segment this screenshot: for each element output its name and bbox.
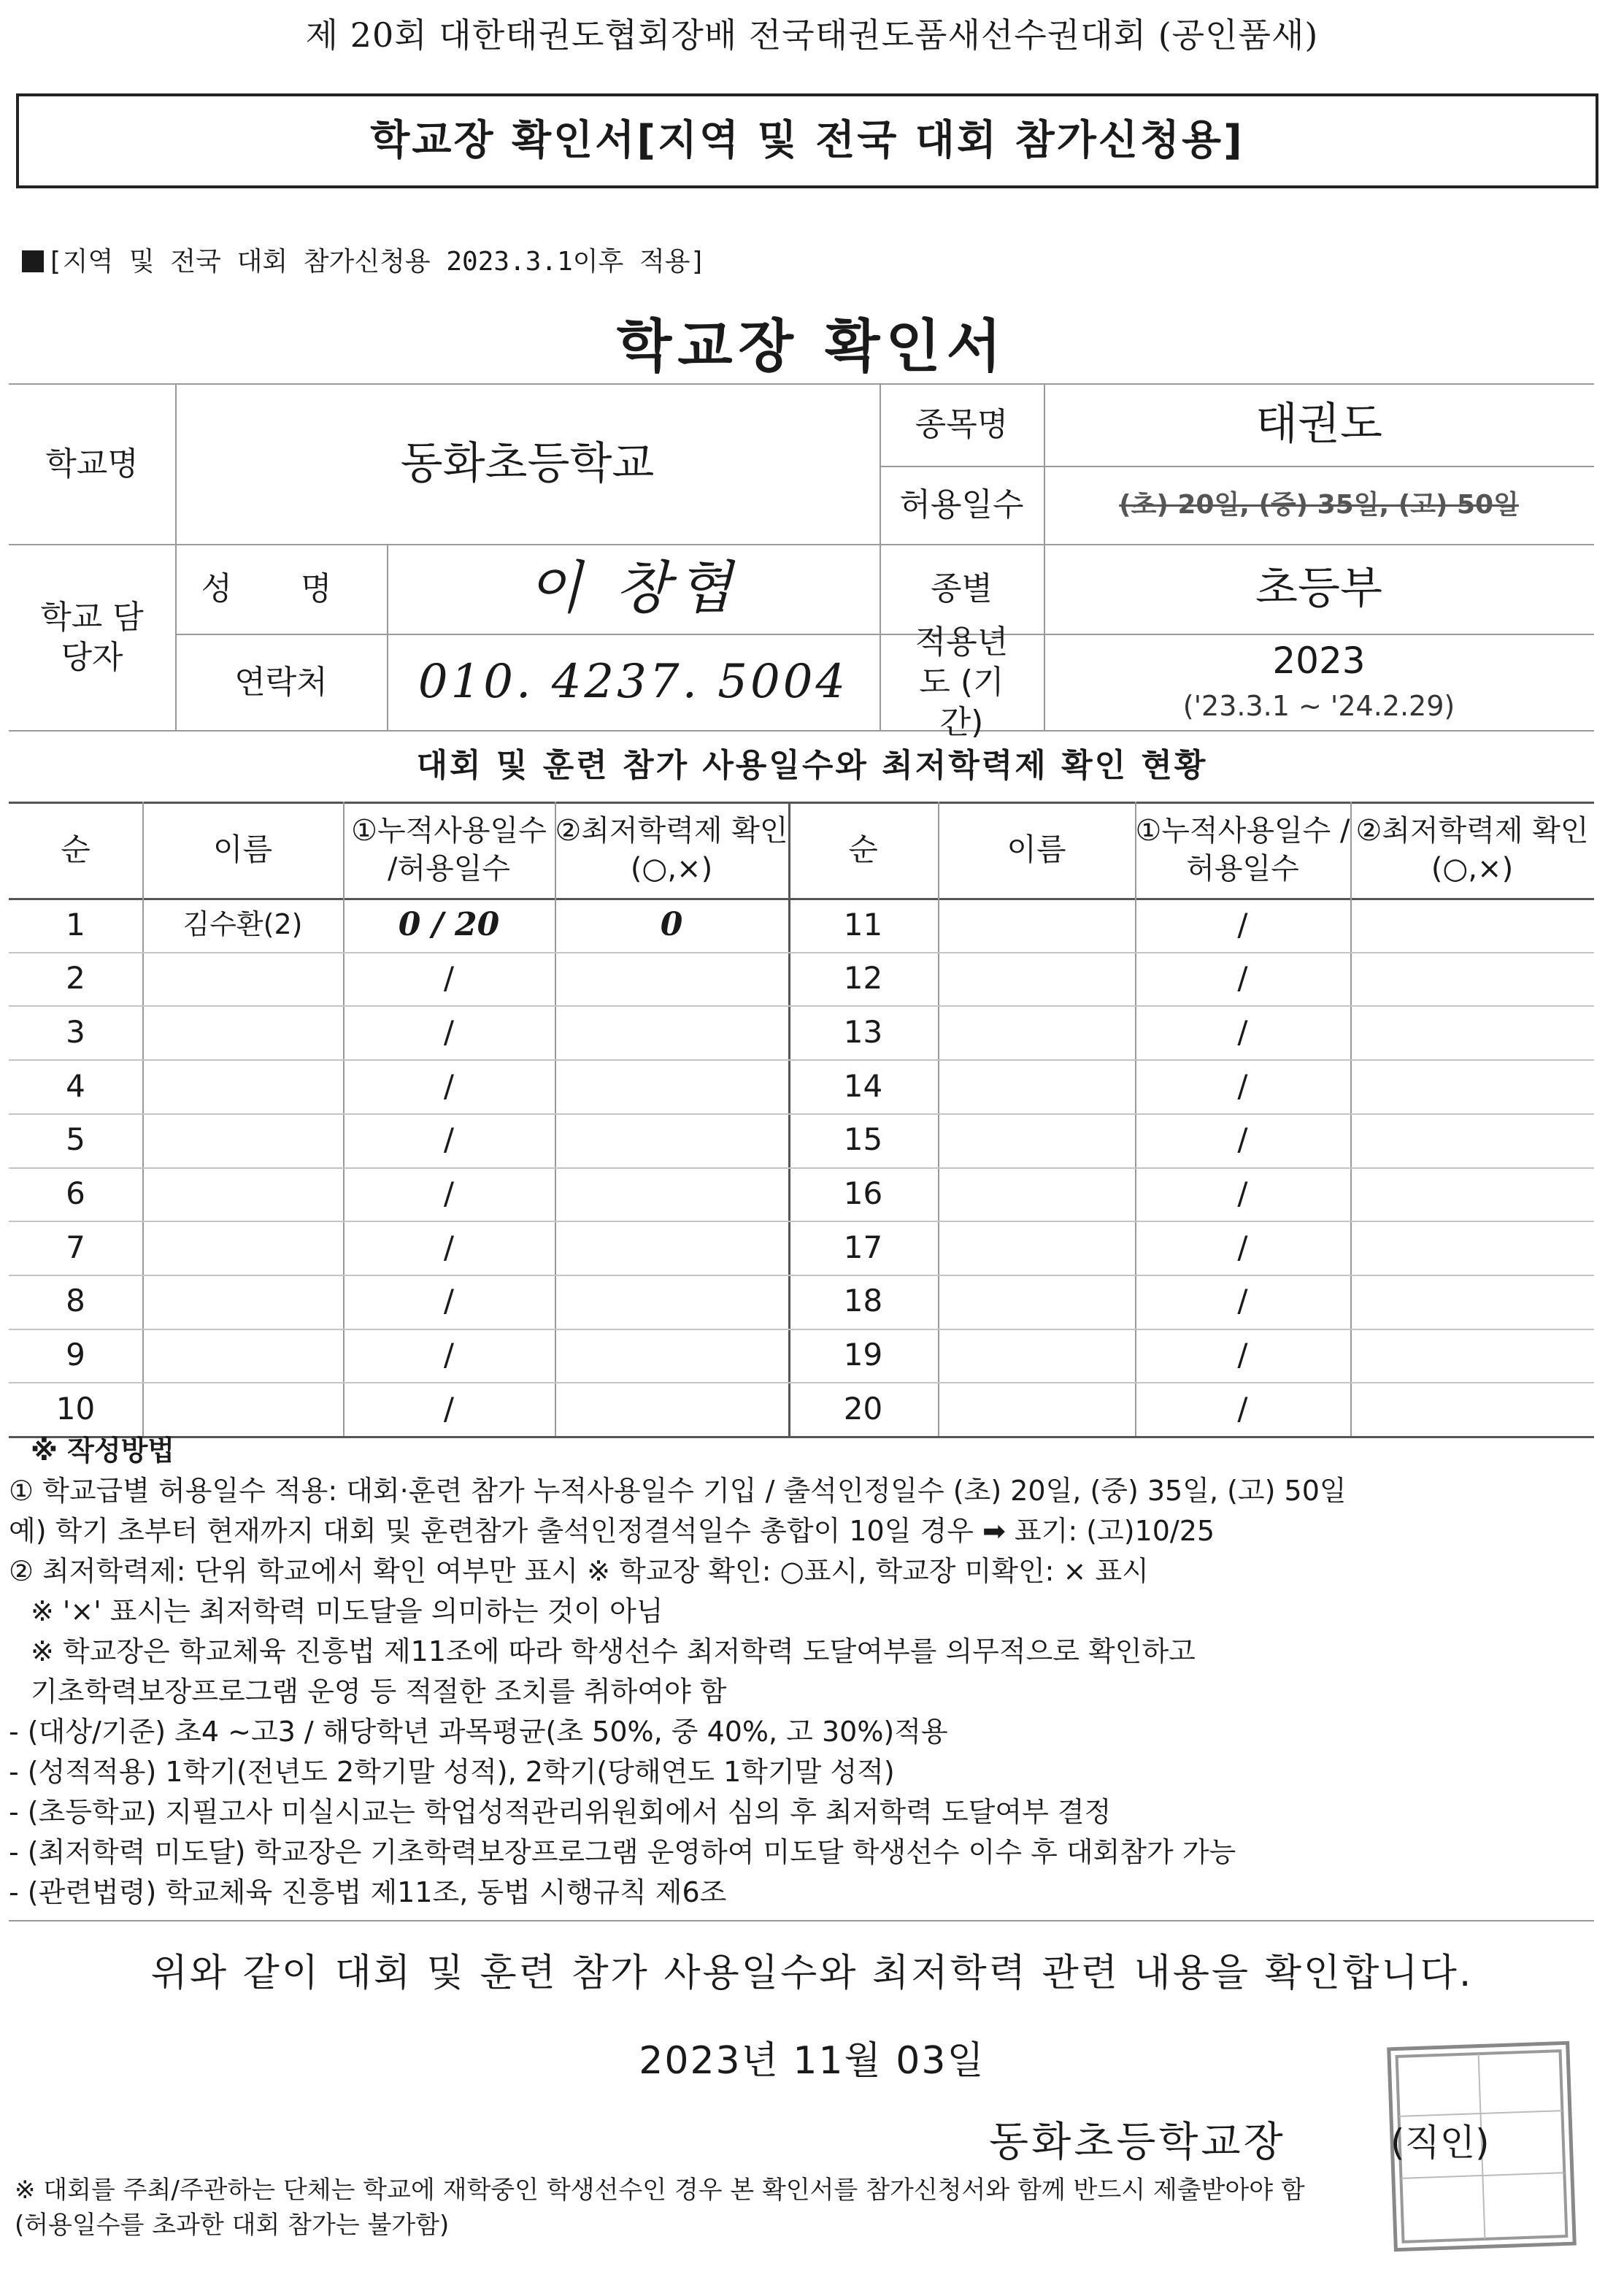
row-number: 17 bbox=[843, 1229, 883, 1265]
col-header-name-left: 이름 bbox=[212, 831, 273, 867]
row-check bbox=[555, 1275, 788, 1329]
contact-value: 010. 4237. 5004 bbox=[417, 655, 849, 709]
row-name bbox=[142, 1275, 343, 1329]
row-check bbox=[555, 1059, 788, 1113]
row-number: 11 bbox=[843, 906, 883, 942]
row-name bbox=[142, 952, 343, 1006]
allowed-days-value: (초) 20일, (중) 35일, (고) 50일 bbox=[1119, 490, 1519, 520]
notice-text: [지역 및 전국 대회 참가신청용 2023.3.1이후 적용] bbox=[47, 247, 707, 277]
row-name bbox=[938, 1005, 1135, 1059]
row-name: 김수환(2) bbox=[182, 908, 303, 941]
row-check bbox=[1350, 898, 1594, 952]
note-line: - (초등학교) 지필고사 미실시교는 학업성적관리위원회에서 심의 후 최저학력 도달여부 결정 bbox=[9, 1796, 1112, 1828]
row-days: / bbox=[443, 1229, 455, 1265]
row-number: 7 bbox=[66, 1229, 85, 1265]
table-title: 대회 및 훈련 참가 사용일수와 최저학력제 확인 현황 bbox=[416, 747, 1208, 784]
row-check bbox=[1350, 1221, 1594, 1275]
note-line: ② 최저학력제: 단위 학교에서 확인 여부만 표시 ※ 학교장 확인: ○표시, 학교장 미확인: × 표시 bbox=[9, 1555, 1149, 1587]
row-number: 13 bbox=[843, 1013, 883, 1050]
row-check bbox=[555, 1005, 788, 1059]
principal-signature: 동화초등학교장 bbox=[989, 2119, 1286, 2166]
row-number: 16 bbox=[843, 1175, 883, 1212]
row-check bbox=[1350, 1382, 1594, 1436]
row-check bbox=[1350, 1167, 1594, 1221]
row-name bbox=[938, 1221, 1135, 1275]
row-number: 3 bbox=[66, 1013, 85, 1050]
notice bbox=[22, 241, 706, 278]
row-name bbox=[938, 1059, 1135, 1113]
row-name bbox=[142, 1221, 343, 1275]
year-label: 적용년도 (기간) bbox=[915, 623, 1009, 741]
row-number: 15 bbox=[843, 1121, 883, 1158]
col-header-days-left: ①누적사용일수 /허용일수 bbox=[351, 814, 547, 886]
category-label: 종별 bbox=[930, 570, 993, 607]
row-number: 6 bbox=[66, 1175, 85, 1212]
col-header-check-left: ②최저학력제 확인(○,×) bbox=[555, 814, 788, 886]
row-check: 0 bbox=[660, 906, 683, 944]
row-name bbox=[142, 1113, 343, 1167]
school-name-value: 동화초등학교 bbox=[400, 437, 655, 489]
col-header-name-right: 이름 bbox=[1007, 831, 1066, 867]
row-check bbox=[1350, 1329, 1594, 1383]
name-value: 이 창협 bbox=[527, 555, 739, 621]
note-line: 예) 학기 초부터 현재까지 대회 및 훈련참가 출석인정결석일수 총합이 10일 경우 ➡ 표기: (고)10/25 bbox=[9, 1515, 1215, 1547]
note-line: ① 학교급별 허용일수 적용: 대회·훈련 참가 누적사용일수 기입 / 출석인정일수 (초) 20일, (중) 35일, (고) 50일 bbox=[9, 1475, 1347, 1507]
row-check bbox=[555, 1382, 788, 1436]
row-name bbox=[938, 1167, 1135, 1221]
row-number: 20 bbox=[843, 1390, 883, 1427]
row-name bbox=[142, 1059, 343, 1113]
row-name bbox=[938, 1275, 1135, 1329]
row-name bbox=[142, 1329, 343, 1383]
col-header-check-right: ②최저학력제 확인(○,×) bbox=[1355, 814, 1589, 886]
footer-line: ※ 대회를 주최/주관하는 단체는 학교에 재학중인 학생선수인 경우 본 확인서를 참가신청서와 함께 반드시 제출받아야 함 bbox=[15, 2176, 1305, 2205]
row-days: / bbox=[1237, 1175, 1248, 1212]
row-days: / bbox=[1237, 1283, 1248, 1319]
page-title: 학교장 확인서 bbox=[616, 314, 1008, 380]
col-header-days-right: ①누적사용일수 /허용일수 bbox=[1135, 814, 1350, 886]
row-check bbox=[1350, 1005, 1594, 1059]
sport-label: 종목명 bbox=[915, 406, 1009, 443]
col-header-no-left: 순 bbox=[61, 831, 91, 867]
row-check bbox=[555, 1329, 788, 1383]
row-name bbox=[142, 1382, 343, 1436]
row-days: 0 / 20 bbox=[398, 906, 500, 944]
issue-date: 2023년 11월 03일 bbox=[639, 2039, 985, 2083]
seal-label: (직인) bbox=[1390, 2122, 1490, 2164]
instructions bbox=[9, 1431, 1615, 1913]
row-days: / bbox=[443, 1013, 455, 1050]
note-line: - (관련법령) 학교체육 진흥법 제11조, 동법 시행규칙 제6조 bbox=[9, 1876, 727, 1908]
name-label: 성 명 bbox=[201, 570, 361, 607]
row-number: 5 bbox=[66, 1121, 85, 1158]
footer-note bbox=[15, 2173, 1305, 2243]
row-days: / bbox=[1237, 1067, 1248, 1104]
row-days: / bbox=[443, 1337, 455, 1373]
year-value: 2023 bbox=[1272, 640, 1366, 683]
row-name bbox=[938, 1329, 1135, 1383]
row-number: 4 bbox=[66, 1067, 85, 1104]
row-check bbox=[555, 1221, 788, 1275]
row-name bbox=[142, 1005, 343, 1059]
square-bullet-icon bbox=[22, 250, 44, 272]
row-days: / bbox=[1237, 1121, 1248, 1158]
row-check bbox=[1350, 1275, 1594, 1329]
row-check bbox=[555, 952, 788, 1006]
row-days: / bbox=[443, 1121, 455, 1158]
row-days: / bbox=[443, 1067, 455, 1104]
manager-label: 학교 담당자 bbox=[40, 598, 144, 676]
row-name bbox=[938, 1382, 1135, 1436]
col-header-no-right: 순 bbox=[848, 831, 878, 867]
row-name bbox=[142, 1167, 343, 1221]
confirmation-statement: 위와 같이 대회 및 훈련 참가 사용일수와 최저학력 관련 내용을 확인합니다. bbox=[150, 1951, 1474, 1995]
row-check bbox=[555, 1167, 788, 1221]
note-line: ※ 학교장은 학교체육 진흥법 제11조에 따라 학생선수 최저학력 도달여부를 의무적으로 확인하고 bbox=[31, 1635, 1196, 1667]
row-number: 14 bbox=[843, 1067, 883, 1104]
allowed-days-label: 허용일수 bbox=[899, 486, 1024, 523]
row-days: / bbox=[443, 960, 455, 997]
divider bbox=[9, 1920, 1594, 1921]
event-title: 제 20회 대한태권도협회장배 전국태권도품새선수권대회 (공인품새) bbox=[305, 15, 1319, 55]
row-name bbox=[938, 1113, 1135, 1167]
note-line: - (최저학력 미도달) 학교장은 기초학력보장프로그램 운영하여 미도달 학생선수 이수 후 대회참가 가능 bbox=[9, 1836, 1236, 1868]
row-check bbox=[1350, 1113, 1594, 1167]
banner-title: 학교장 확인서[지역 및 전국 대회 참가신청용] bbox=[16, 93, 1598, 188]
row-days: / bbox=[1237, 1390, 1248, 1427]
row-days: / bbox=[1237, 906, 1248, 942]
note-line: - (성적적용) 1학기(전년도 2학기말 성적), 2학기(당해연도 1학기말 성적) bbox=[9, 1756, 895, 1788]
row-days: / bbox=[1237, 1337, 1248, 1373]
school-name-label: 학교명 bbox=[45, 445, 139, 483]
row-number: 8 bbox=[66, 1283, 85, 1319]
note-line: ※ '×' 표시는 최저학력 미도달을 의미하는 것이 아님 bbox=[31, 1595, 663, 1627]
row-number: 19 bbox=[843, 1337, 883, 1373]
year-period: ('23.3.1 ~ '24.2.29) bbox=[1182, 689, 1455, 722]
row-check bbox=[1350, 952, 1594, 1006]
row-number: 2 bbox=[66, 960, 85, 997]
row-days: / bbox=[1237, 960, 1248, 997]
row-number: 18 bbox=[843, 1283, 883, 1319]
row-name bbox=[938, 898, 1135, 952]
row-number: 1 bbox=[66, 906, 85, 942]
row-number: 12 bbox=[843, 960, 883, 997]
sport-value: 태권도 bbox=[1255, 399, 1382, 450]
row-number: 9 bbox=[66, 1337, 85, 1373]
contact-label: 연락처 bbox=[234, 663, 328, 701]
note-line: 기초학력보장프로그램 운영 등 적절한 조치를 취하여야 함 bbox=[31, 1675, 727, 1708]
category-value: 초등부 bbox=[1255, 563, 1382, 614]
row-number: 10 bbox=[55, 1390, 96, 1427]
row-check bbox=[1350, 1059, 1594, 1113]
note-line: - (대상/기준) 초4 ~고3 / 해당학년 과목평균(초 50%, 중 40%, 고 30%)적용 bbox=[9, 1716, 948, 1748]
row-days: / bbox=[1237, 1229, 1248, 1265]
note-line: ※ 작성방법 bbox=[31, 1435, 175, 1467]
row-days: / bbox=[443, 1175, 455, 1212]
row-days: / bbox=[443, 1283, 455, 1319]
footer-line: (허용일수를 초과한 대회 참가는 불가함) bbox=[15, 2211, 450, 2240]
row-check bbox=[555, 1113, 788, 1167]
row-name bbox=[938, 952, 1135, 1006]
row-days: / bbox=[443, 1390, 455, 1427]
row-days: / bbox=[1237, 1013, 1248, 1050]
